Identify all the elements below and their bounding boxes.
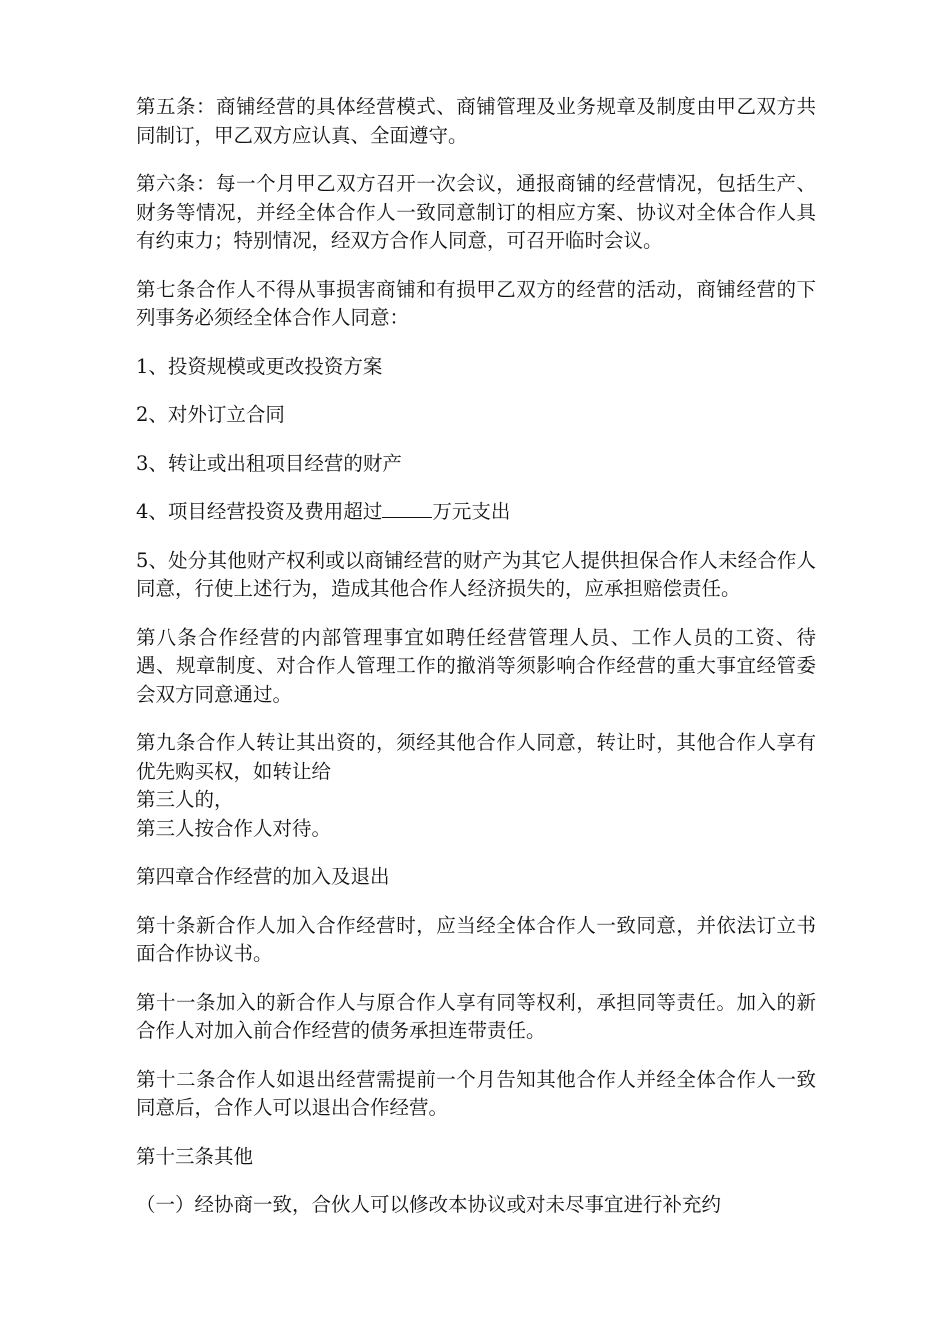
article-8: 第八条合作经营的内部管理事宜如聘任经营管理人员、工作人员的工资、待遇、规章制度、对合作人管理工作的撤消等须影响合作经营的重大事宜经管委会双方同意通过。: [136, 625, 816, 706]
article-10: 第十条新合作人加入合作经营时，应当经全体合作人一致同意，并依法订立书面合作协议书。: [136, 913, 816, 965]
article-12: 第十二条合作人如退出经营需提前一个月告知其他合作人并经全体合作人一致同意后，合作人可以退出合作经营。: [136, 1067, 816, 1119]
list-item-3: 3、转让或出租项目经营的财产: [136, 451, 402, 475]
document-page: [136, 93, 816, 1220]
article-13-clause-1: （一）经协商一致，合伙人可以修改本协议或对未尽事宜进行补充约: [136, 1193, 722, 1216]
article-7: 第七条合作人不得从事损害商铺和有损甲乙双方的经营的活动，商铺经营的下列事务必须经全体合作人同意：: [136, 277, 816, 329]
list-item-5: 5、处分其他财产权利或以商铺经营的财产为其它人提供担保合作人未经合作人同意，行使上述行为，造成其他合作人经济损失的，应承担赔偿责任。: [136, 548, 816, 600]
article-9-line-1: 第九条合作人转让其出资的，须经其他合作人同意，转让时，其他合作人享有优先购买权，如转让给: [136, 731, 816, 783]
list-item-4-unit: 万元支出: [432, 500, 511, 523]
list-item-4: [136, 498, 816, 527]
article-9-line-3: 第三人按合作人对待。: [136, 816, 332, 840]
chapter-4-heading: 第四章合作经营的加入及退出: [136, 865, 390, 888]
amount-blank-line: [382, 499, 432, 518]
article-5: 第五条：商铺经营的具体经营模式、商铺管理及业务规章及制度由甲乙双方共同制订，甲乙双方应认真、全面遵守。: [136, 95, 816, 147]
article-9-line-2: 第三人的，: [136, 788, 234, 811]
article-6: 第六条：每一个月甲乙双方召开一次会议，通报商铺的经营情况，包括生产、财务等情况，并经全体合作人一致同意制订的相应方案、协议对全体合作人具有约束力；特别情况，经双方合作人同意，可召开临时会议。: [136, 172, 816, 252]
article-9: [136, 729, 816, 843]
list-item-4-text: 4、项目经营投资及费用超过: [136, 500, 383, 523]
article-13-heading: 第十三条其他: [136, 1144, 254, 1168]
article-11: 第十一条加入的新合作人与原合作人享有同等权利，承担同等责任。加入的新合作人对加入前合作经营的债务承担连带责任。: [136, 990, 816, 1042]
list-item-1: 1、投资规模或更改投资方案: [136, 354, 383, 378]
list-item-2: 2、对外订立合同: [136, 403, 285, 426]
